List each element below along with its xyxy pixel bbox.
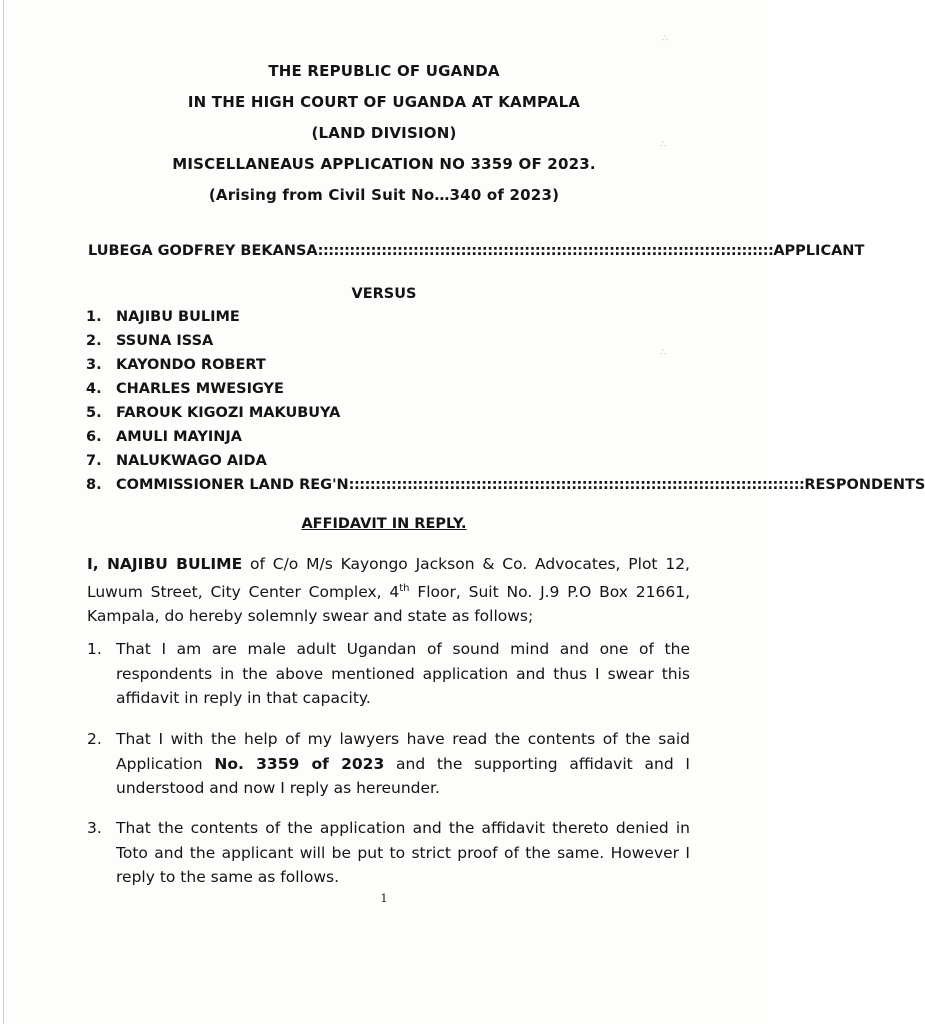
applicant-dots: ::::::::::::::::::::::::::::::::::::::::::::::::::::::::::::::::::::::::::::::::::::::	[317, 243, 774, 259]
list-item	[86, 333, 686, 357]
list-item	[86, 405, 686, 429]
respondent-number: 3.	[86, 357, 102, 373]
paragraph-text-pre: That I with the help of my lawyers have read the contents of the said Application	[116, 730, 690, 773]
versus-label: VERSUS	[351, 286, 417, 302]
respondent-name: KAYONDO ROBERT	[116, 357, 266, 373]
respondent-number: 4.	[86, 381, 102, 397]
paragraph-text-post: and the supporting affidavit and I understood and now I reply as hereunder.	[116, 754, 690, 797]
affidavit-title	[0, 516, 768, 532]
respondent-number: 2.	[86, 333, 102, 349]
respondent-name: NALUKWAGO AIDA	[116, 453, 267, 469]
list-item	[86, 477, 925, 501]
paragraph-text: That I am are male adult Ugandan of sound mind and one of the respondents in the above mentioned application and thus I swear this affidavit in reply in that capacity.	[116, 640, 690, 707]
ordinal-suffix: th	[399, 582, 410, 594]
deponent-address-pre: of C/o M/s Kayongo Jackson & Co. Advocates, Plot 12, Luwum Street, City Center Complex, 4	[87, 555, 690, 601]
paragraph-number: 3.	[87, 819, 102, 837]
paragraph-number: 2.	[87, 730, 102, 748]
scan-speck: ∴	[660, 140, 666, 150]
scan-speck: ∴	[662, 34, 668, 44]
affidavit-title-text: AFFIDAVIT IN REPLY.	[301, 516, 467, 532]
deponent-name: I, NAJIBU BULIME	[87, 555, 243, 573]
respondent-number: 1.	[86, 309, 102, 325]
list-item	[86, 453, 686, 477]
application-number: No. 3359 of 2023	[214, 754, 385, 773]
respondent-name: SSUNA ISSA	[116, 333, 214, 349]
heading-division: (LAND DIVISION)	[311, 124, 457, 142]
applicant-name: LUBEGA GODFREY BEKANSA	[88, 243, 318, 259]
heading-court: IN THE HIGH COURT OF UGANDA AT KAMPALA	[187, 93, 581, 111]
respondent-number: 5.	[86, 405, 102, 421]
respondents-dots: ::::::::::::::::::::::::::::::::::::::::::::::::::::::::::::::::::::::::::::::::::::::	[348, 477, 805, 493]
list-item	[86, 429, 686, 453]
heading-application-no: MISCELLANEAUS APPLICATION NO 3359 OF 2023.	[172, 155, 596, 173]
list-item	[86, 381, 686, 405]
paragraph-3	[87, 816, 690, 890]
scan-edge-line	[3, 0, 4, 1024]
applicant-line	[88, 243, 865, 259]
respondent-name: CHARLES MWESIGYE	[116, 381, 284, 397]
respondents-list	[86, 309, 925, 501]
respondent-name: NAJIBU BULIME	[116, 309, 240, 325]
respondent-number: 7.	[86, 453, 102, 469]
intro-paragraph	[87, 552, 690, 629]
paragraph-text: That the contents of the application and the affidavit thereto denied in Toto and the applicant will be put to strict proof of the same. However I reply to the same as follows.	[116, 819, 690, 886]
paragraph-1	[87, 637, 690, 711]
respondent-name: COMMISSIONER LAND REG'N	[116, 477, 349, 493]
scan-speck: ∴	[660, 348, 666, 358]
list-item	[86, 309, 686, 333]
respondent-number: 8.	[86, 477, 102, 493]
paragraph-text	[116, 727, 690, 801]
deponent-address-post: Floor, Suit No. J.9 P.O Box 21661, Kampala, do hereby solemnly swear and state as follows;	[87, 582, 690, 626]
respondents-role: RESPONDENTS	[804, 477, 925, 493]
respondent-name: FAROUK KIGOZI MAKUBUYA	[116, 405, 341, 421]
applicant-role: APPLICANT	[773, 243, 865, 259]
heading-arising-from: (Arising from Civil Suit No…340 of 2023)	[208, 186, 560, 204]
heading-republic: THE REPUBLIC OF UGANDA	[268, 62, 500, 80]
respondent-name: AMULI MAYINJA	[116, 429, 243, 445]
page-number: 1	[380, 892, 388, 905]
paragraph-2	[87, 727, 690, 801]
list-item	[86, 357, 686, 381]
paragraph-number: 1.	[87, 640, 102, 658]
respondent-number: 6.	[86, 429, 102, 445]
